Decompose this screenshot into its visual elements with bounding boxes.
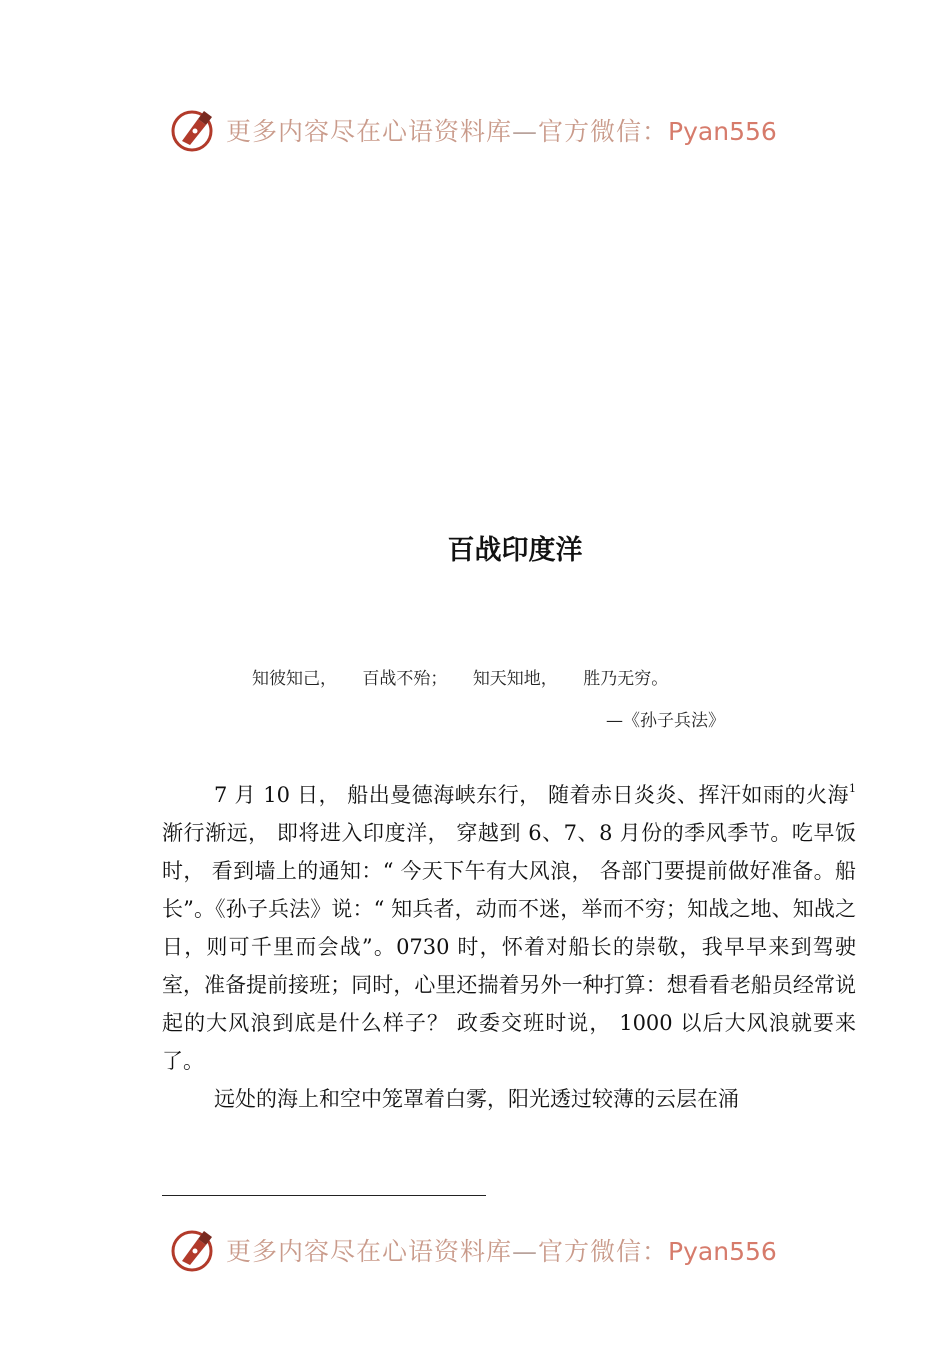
paragraph: 7 月 10 日， 船出曼德海峡东行， 随着赤日炎炎、挥汗如雨的火海$^1$渐行渐远， 即将进入印度洋， 穿越到 6、7、8 月份的季风季节。吃早饭时， 看到墙上的通知：“ 今天下午有大风浪， 各部门要提前做好准备。船长”。《孙子兵法》说：“ 知兵者，动而不迷，举而不穷；知战之地、知战之日，则可千里而会战”。0730 时，怀着对船长的崇敬，我早早来到驾驶室，准备提前接班；同时，心里还揣着另外一种打算：想看看老船员经常说起的大风浪到底是什么样子？ 政委交班时说， 1000 以后大风浪就要来了。	[162, 782, 856, 1073]
epigraph	[252, 664, 688, 689]
footnote-marker[interactable]: 1	[849, 782, 856, 795]
wechat-handle: Pyan556	[668, 1237, 777, 1266]
epigraph-phrase: 知彼知己，	[252, 669, 337, 689]
pen-nib-circle-icon	[168, 1225, 218, 1275]
footnote-divider	[162, 1195, 486, 1196]
wechat-handle: Pyan556	[668, 117, 777, 146]
banner-text: 更多内容尽在心语资料库—官方微信：Pyan556	[226, 1237, 777, 1266]
epigraph-phrase: 知天知地，	[472, 669, 558, 689]
header-banner	[168, 102, 868, 158]
pen-nib-circle-icon	[168, 105, 218, 155]
epigraph-attribution: —《孙子兵法》	[606, 711, 725, 731]
paragraph: 远处的海上和空中笼罩着白雾，阳光透过较薄的云层在涌	[214, 1087, 739, 1111]
epigraph-phrase: 百战不殆；	[362, 669, 448, 689]
body-text	[162, 776, 856, 1118]
banner-text: 更多内容尽在心语资料库—官方微信：Pyan556	[226, 117, 777, 146]
footer-banner	[168, 1222, 868, 1278]
epigraph-phrase: 胜乃无穷。	[583, 669, 669, 689]
page-title: 百战印度洋	[447, 535, 583, 566]
